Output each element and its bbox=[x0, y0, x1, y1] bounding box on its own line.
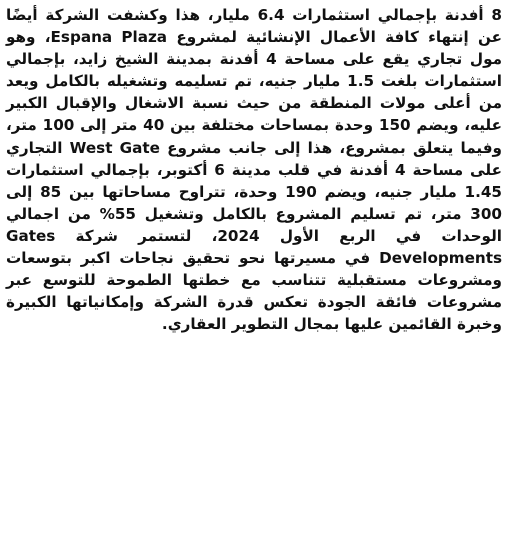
article-paragraph: 8 أفدنة بإجمالي استثمارات 6.4 مليار، هذا وكشفت الشركة أيضًا عن إنتهاء كافة الأعمال الإنشائية لمشروع Espana Plaza، وهو مول تجاري يقع على مساحة 4 أفدنة بمدينة الشيخ زايد، بإجمالي استثمارات بلغت 1.5 مليار جنيه، تم تسليمه وتشغيله بالكامل ويعد من أعلى مولات المنطقة من حيث نسبة الاشغال والإقبال الكبير عليه، ويضم 150 وحدة بمساحات مختلفة بين 40 متر إلى 100 متر، وفيما يتعلق بمشروع، هذا إلى جانب مشروع West Gate التجاري على مساحة 4 أفدنة في قلب مدينة 6 أكتوبر، بإجمالي استثمارات 1.45 مليار جنيه، ويضم 190 وحدة، تتراوح مساحاتها بين 85 إلى 300 متر، تم تسليم المشروع بالكامل وتشغيل 55% من اجمالي الوحدات في الربع الأول 2024، لتستمر شركة Gates Developments في مسيرتها نحو تحقيق نجاحات اكبر بتوسعات ومشروعات مستقبلية تتناسب مع خطتها الطموحة للتوسع عبر مشروعات فائقة الجودة تعكس قدرة الشركة وإمكانياتها الكبيرة وخبرة القائمين عليها بمجال التطوير العقاري. bbox=[6, 6, 503, 334]
article-body bbox=[6, 4, 502, 335]
